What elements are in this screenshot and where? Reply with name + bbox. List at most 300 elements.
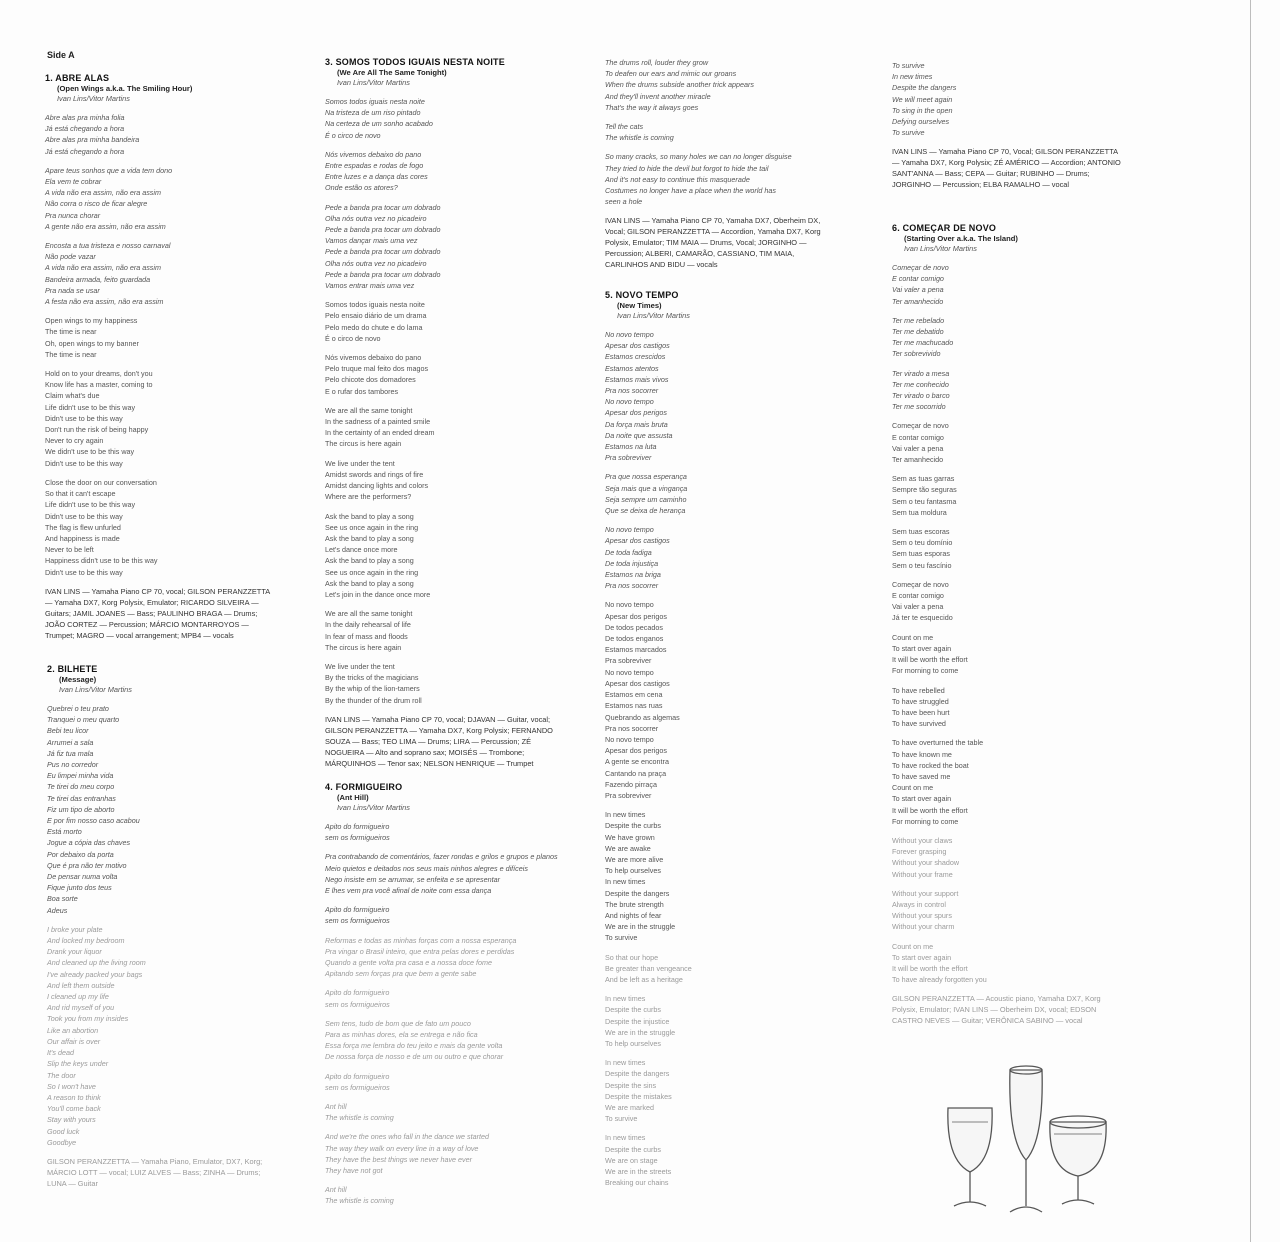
lyric-line: De pensar numa volta: [47, 872, 118, 882]
lyric-line: Fique junto dos teus: [47, 883, 112, 893]
lyric-line: Pra que nossa esperança: [605, 472, 687, 482]
lyric-line: We are in the struggle: [605, 922, 676, 932]
lyric-line: Despite the dangers: [605, 888, 670, 898]
lyric-line: Nós vivemos debaixo do pano: [325, 353, 422, 363]
stanza: [45, 165, 285, 232]
lyric-line: Eu limpei minha vida: [47, 771, 114, 781]
lyric-line: Começar de novo: [892, 421, 949, 431]
lyric-line: Pede a banda pra tocar um dobrado: [325, 202, 441, 212]
stanza: [892, 835, 1132, 880]
stanza: [892, 526, 1132, 571]
stanza: [605, 1132, 845, 1188]
lyric-line: Despite the curbs: [605, 821, 661, 831]
lyric-line: Slip the keys under: [47, 1059, 109, 1069]
lyric-line: Ter sobrevivido: [892, 349, 941, 359]
lyric-line: They have not got: [325, 1166, 383, 1176]
lyric-line: Where are the performers?: [325, 492, 412, 502]
lyric-line: Entre espadas e rodas de fogo: [325, 161, 424, 171]
lyric-line: We are on stage: [605, 1155, 658, 1165]
lyric-line: Que é pra não ter motivo: [47, 860, 127, 870]
lyric-line: Somos todos iguais nesta noite: [325, 300, 425, 310]
lyric-line: No novo tempo: [605, 734, 654, 744]
stanza: [47, 703, 287, 916]
lyric-line: Pelo medo do chute e do lama: [325, 322, 423, 332]
lyric-line: Without your charm: [892, 922, 955, 932]
lyric-line: Ter me debatido: [892, 327, 944, 337]
lyric-line: Hold on to your dreams, don't you: [45, 369, 153, 379]
stanza: [605, 524, 845, 591]
lyric-line: Fazendo pirraça: [605, 779, 657, 789]
song-subtitle: (Ant Hill): [337, 793, 369, 802]
lyric-line: Pelo chicote dos domadores: [325, 375, 416, 385]
lyric-line: Nego insiste em se arrumar, se enfeita e se apresentar: [325, 874, 500, 884]
lyric-line: Sem as tuas garras: [892, 474, 955, 484]
song-title: 1. ABRE ALAS: [45, 73, 110, 83]
lyric-line: Te tirei do meu corpo: [47, 782, 115, 792]
stanza: [605, 471, 845, 516]
lyric-line: Estamos nas ruas: [605, 701, 663, 711]
lyric-line: Para as minhas dores, ela se entrega e não fica: [325, 1030, 478, 1040]
lyric-line: The way they walk on every line in a way of love: [325, 1143, 479, 1153]
lyric-line: To help ourselves: [605, 1038, 661, 1048]
lyric-line: We live under the tent: [325, 458, 395, 468]
lyric-line: To have rebelled: [892, 685, 945, 695]
lyric-line: In fear of mass and floods: [325, 631, 408, 641]
lyric-line: A vida não era assim, não era assim: [45, 188, 161, 198]
lyric-line: Took you from my insides: [47, 1014, 129, 1024]
stanza: [325, 1184, 565, 1206]
lyric-line: Sem o teu fantasma: [892, 496, 957, 506]
lyric-line: E contar comigo: [892, 274, 944, 284]
lyric-line: We didn't use to be this way: [45, 447, 135, 457]
lyric-line: Ask the band to play a song: [325, 556, 414, 566]
lyric-line: Encosta a tua tristeza e nosso carnaval: [45, 241, 171, 251]
lyric-line: Olha nós outra vez no picadeiro: [325, 258, 427, 268]
stanza: [605, 993, 845, 1049]
stanza: [892, 420, 1132, 465]
lyric-line: That's the way it always goes: [605, 102, 699, 112]
lyric-line: To survive: [892, 128, 925, 138]
lyric-line: So that our hope: [605, 952, 659, 962]
lyric-line: Está morto: [47, 827, 82, 837]
stanza: [325, 904, 565, 926]
lyric-line: You'll come back: [47, 1104, 101, 1114]
lyric-line: Pus no corredor: [47, 760, 99, 770]
song-author: Ivan Lins/Vitor Martins: [57, 94, 130, 103]
lyric-line: Apesar dos perigos: [605, 611, 667, 621]
lyric-line: It's dead: [47, 1048, 74, 1058]
lyric-line: Estamos na briga: [605, 570, 661, 580]
lyric-line: In new times: [605, 994, 646, 1004]
lyric-line: Never to cry again: [45, 436, 104, 446]
song-credits: IVAN LINS — Yamaha Piano CP 70, vocal; GILSON PERANZZETTA — Yamaha DX7, Korg Polysix, Emulator; RICARDO SILVEIRA — Guitars; JAMIL JOANES — Bass; PAULINHO BRAGA — Drums; JOÃO CORTEZ — Percussion; MÁRCIO MONTARROYOS — Trumpet; MAGRO — vocal arrangement; MPB4 — vocals: [45, 586, 270, 640]
lyric-line: The circus is here again: [325, 642, 402, 652]
lyric-line: Ter me socorrido: [892, 402, 946, 412]
lyric-line: Pede a banda pra tocar um dobrado: [325, 269, 441, 279]
lyric-line: Life didn't use to be this way: [45, 402, 136, 412]
lyric-line: Like an abortion: [47, 1025, 99, 1035]
lyric-line: To have overturned the table: [892, 738, 984, 748]
lyric-line: sem os formigueiros: [325, 833, 390, 843]
lyric-line: To sing in the open: [892, 105, 953, 115]
lyric-line: Bandeira armada, feito guardada: [45, 274, 151, 284]
stanza: [325, 202, 565, 292]
lyric-line: Abre alas pra minha folia: [45, 113, 125, 122]
song-credits: GILSON PERANZZETTA — Yamaha Piano, Emulator, DX7, Korg; MÁRCIO LOTT — vocal; LUIZ ALVES — Bass; ZINHA — Drums; LUNA — Guitar: [47, 1156, 263, 1188]
lyric-line: To survive: [892, 61, 925, 70]
song-author: Ivan Lins/Vitor Martins: [59, 685, 132, 694]
lyric-line: Drank your liquor: [47, 947, 102, 957]
lyric-line: Já fiz tua mala: [47, 748, 94, 758]
lyric-line: Pra nada se usar: [45, 285, 100, 295]
lyric-line: Oh, open wings to my banner: [45, 338, 139, 348]
lyric-line: Happiness didn't use to be this way: [45, 556, 158, 566]
lyric-line: Estamos crescidos: [605, 352, 666, 362]
lyric-line: Sem tuas esporas: [892, 549, 950, 559]
stanza: [892, 473, 1132, 518]
lyric-line: It will be worth the effort: [892, 805, 968, 815]
lyric-line: Quando a gente volta pra casa e a nossa doce fome: [325, 958, 493, 968]
lyric-line: Sempre tão seguras: [892, 485, 957, 495]
lyric-line: Na certeza de um sonho acabado: [325, 119, 433, 129]
lyric-line: Open wings to my happiness: [45, 316, 138, 326]
lyric-line: E por fim nosso caso acabou: [47, 816, 140, 826]
stanza: [325, 511, 565, 601]
lyric-line: De todos pecados: [605, 622, 663, 632]
lyric-line: Apare teus sonhos que a vida tem dono: [45, 165, 173, 175]
lyric-line: E contar comigo: [892, 591, 944, 601]
lyric-line: Seja sempre um caminho: [605, 494, 687, 504]
lyric-line: I've already packed your bags: [47, 969, 143, 979]
lyric-line: Without your shadow: [892, 858, 960, 868]
lyric-line: Don't run the risk of being happy: [45, 425, 149, 435]
lyric-line: Apesar dos castigos: [605, 341, 670, 351]
stanza: [325, 987, 565, 1009]
lyric-line: For morning to come: [892, 816, 959, 826]
lyric-line: Apito do formigueiro: [325, 905, 390, 915]
lyric-line: A gente se encontra: [605, 757, 669, 767]
sheet-edge: [1250, 0, 1251, 1242]
lyric-line: The brute strength: [605, 899, 664, 909]
lyric-line: Always in control: [892, 899, 946, 909]
stanza: [325, 96, 565, 141]
stanza: [45, 112, 285, 157]
lyric-line: Por debaixo da porta: [47, 849, 114, 859]
lyric-line: Pede a banda pra tocar um dobrado: [325, 247, 441, 257]
lyric-line: Ter virado o barco: [892, 391, 950, 401]
lyric-line: To help ourselves: [605, 866, 661, 876]
lyric-line: Stay with yours: [47, 1115, 96, 1125]
song-title: 4. FORMIGUEIRO: [325, 782, 403, 792]
song-bilhete: [47, 664, 287, 1199]
stanza: [325, 1101, 565, 1123]
lyric-line: To survive: [605, 1114, 638, 1124]
lyric-line: Amidst dancing lights and colors: [325, 481, 429, 491]
lyric-line: Sem tuas escoras: [892, 527, 950, 537]
lyric-line: In the daily rehearsal of life: [325, 620, 411, 630]
lyric-line: And rid myself of you: [47, 1003, 115, 1013]
lyric-line: É o circo de novo: [325, 333, 381, 343]
lyric-line: And locked my bedroom: [47, 936, 125, 946]
lyric-line: Já está chegando a hora: [45, 124, 125, 134]
lyric-line: Fiz um tipo de aborto: [47, 804, 115, 814]
song-novo-tempo-continued: [892, 60, 1132, 200]
lyric-line: Know life has a master, coming to: [45, 380, 153, 390]
lyric-line: E o rufar dos tambores: [325, 386, 399, 396]
song-credits: IVAN LINS — Yamaha Piano CP 70, Yamaha DX7, Oberheim DX, Vocal; GILSON PERANZZETTA — Accordion, Yamaha DX7, Korg Polysix, Emulator; TIM MAIA — Drums, Vocal; JORGINHO — Percussion; ALBERI, CAMARÃO, CASSIANO, TIM MAIA, CARLINHOS AND BIDU — vocals: [605, 216, 821, 270]
lyric-line: Without your support: [892, 888, 959, 898]
lyric-line: Pra sobreviver: [605, 453, 652, 463]
lyric-line: Despite the dangers: [605, 1069, 670, 1079]
lyric-line: We are all the same tonight: [325, 405, 413, 415]
lyric-line: We are all the same tonight: [325, 609, 413, 619]
lyric-line: Ask the band to play a song: [325, 533, 414, 543]
lyric-line: Close the door on our conversation: [45, 477, 157, 487]
lyric-line: Pra contrabando de comentários, fazer rondas e grilos e grupos e planos: [325, 852, 558, 862]
lyric-line: In new times: [605, 877, 646, 887]
lyric-line: Let's dance once more: [325, 545, 398, 555]
stanza: [325, 1018, 565, 1063]
stanza: [325, 821, 565, 843]
lyric-line: Que se deixa de herança: [605, 506, 686, 516]
song-subtitle: (Starting Over a.k.a. The Island): [904, 234, 1018, 243]
stanza: [892, 888, 1132, 933]
stanza: [892, 315, 1132, 360]
stanza: [325, 299, 565, 344]
lyric-line: So many cracks, so many holes we can no longer disguise: [605, 152, 792, 162]
lyric-line: Ask the band to play a song: [325, 578, 414, 588]
lyric-line: Costumes no longer have a place when the world has: [605, 186, 777, 196]
lyric-line: To have survived: [892, 719, 946, 729]
lyric-line: Goodbye: [47, 1137, 77, 1147]
lyric-line: Sem tua moldura: [892, 507, 947, 517]
lyric-line: No novo tempo: [605, 330, 654, 339]
song-title: 5. NOVO TEMPO: [605, 290, 679, 300]
lyric-line: The whistle is coming: [325, 1196, 394, 1206]
song-formigueiro-continued: [605, 57, 845, 280]
lyric-line: Without your claws: [892, 835, 953, 845]
lyric-line: To have saved me: [892, 771, 951, 781]
lyric-line: Didn't use to be this way: [45, 567, 123, 577]
lyric-line: To have struggled: [892, 696, 949, 706]
lyric-line: Entre luzes e a dança das cores: [325, 172, 428, 182]
lyric-line: sem os formigueiros: [325, 916, 390, 926]
lyric-line: The circus is here again: [325, 439, 402, 449]
lyric-line: To have been hurt: [892, 707, 950, 717]
lyric-line: E contar comigo: [892, 432, 944, 442]
lyric-line: Arrumei a sala: [47, 737, 94, 747]
side-label: Side A: [47, 50, 75, 60]
lyric-line: Pelo ensaio diário de um drama: [325, 311, 427, 321]
song-author: Ivan Lins/Vitor Martins: [904, 244, 977, 253]
song-novo-tempo: [605, 290, 845, 1196]
lyric-line: Without your spurs: [892, 911, 952, 921]
lyric-line: Despite the injustice: [605, 1016, 670, 1026]
lyric-line: Essa força me lembra do teu jeito e mais da gente volta: [325, 1041, 503, 1051]
lyric-line: Quebrando as algemas: [605, 712, 680, 722]
lyric-line: Our affair is over: [47, 1036, 101, 1046]
lyric-line: Da noite que assusta: [605, 430, 673, 440]
lyric-line: A reason to think: [47, 1092, 101, 1102]
lyric-line: Despite the curbs: [605, 1005, 661, 1015]
song-subtitle: (We Are All The Same Tonight): [337, 68, 447, 77]
song-formigueiro: [325, 782, 565, 1215]
song-credits: IVAN LINS — Yamaha Piano CP 70, Vocal; GILSON PERANZZETTA — Yamaha DX7, Korg Polysix; ZÉ AMÉRICO — Accordion; ANTONIO SANT'ANNA — Bass; CEPA — Guitar; RUBINHO — Drums; JORGINHO — Percussion; ELBA RAMALHO — vocal: [892, 147, 1121, 190]
lyric-line: We are more alive: [605, 854, 664, 864]
song-author: Ivan Lins/Vitor Martins: [617, 311, 690, 320]
lyric-line: No novo tempo: [605, 525, 654, 535]
lyric-line: Pede a banda pra tocar um dobrado: [325, 225, 441, 235]
lyric-line: É o circo de novo: [325, 130, 381, 140]
stanza: [325, 352, 565, 397]
lyric-line: In new times: [605, 1058, 646, 1068]
lyric-line: Sem o teu fascínio: [892, 560, 952, 570]
lyric-line: De nossa força de nosso e de um ou outro e que chorar: [325, 1052, 504, 1062]
stanza: [45, 368, 285, 469]
lyric-line: We are in the streets: [605, 1167, 672, 1177]
song-title: 6. COMEÇAR DE NOVO: [892, 223, 997, 233]
lyric-line: Onde estão os atores?: [325, 183, 398, 193]
lyric-line: Ter amanhecido: [892, 296, 944, 306]
lyric-line: The time is near: [45, 327, 97, 337]
lyric-line: In the sadness of a painted smile: [325, 417, 431, 427]
lyric-line: Count on me: [892, 783, 934, 793]
lyric-line: See us once again in the ring: [325, 522, 419, 532]
lyric-line: Be greater than vengeance: [605, 963, 692, 973]
lyric-line: Vai valer a pena: [892, 285, 944, 295]
stanza: [892, 579, 1132, 624]
lyric-line: Pra sobreviver: [605, 790, 652, 800]
lyric-line: They tried to hide the devil but forgot to hide the tail: [605, 163, 769, 173]
lyric-line: Vamos entrar mais uma vez: [325, 281, 415, 291]
lyric-line: Vai valer a pena: [892, 443, 944, 453]
stanza: [892, 60, 1132, 138]
lyric-line: In new times: [892, 72, 933, 82]
lyric-line: Sem o teu domínio: [892, 538, 953, 548]
lyric-line: Apito do formigueiro: [325, 1071, 390, 1081]
stanza: [605, 329, 845, 463]
lyric-line: And it's not easy to continue this masquerade: [605, 174, 750, 184]
stanza: [325, 661, 565, 706]
lyric-line: Pra vingar o Brasil inteiro, que entra pelas dores e perdidas: [325, 946, 515, 956]
song-author: Ivan Lins/Vitor Martins: [337, 803, 410, 812]
lyric-line: By the whip of the lion-tamers: [325, 684, 420, 694]
lyric-line: Apito do formigueiro: [325, 822, 390, 831]
lyric-line: To deafen our ears and mimic our groans: [605, 69, 737, 79]
stanza: [325, 405, 565, 450]
lyric-line: Ter virado a mesa: [892, 368, 950, 378]
lyric-line: Estamos marcados: [605, 645, 667, 655]
lyric-line: It will be worth the effort: [892, 963, 968, 973]
stanza: [325, 1131, 565, 1176]
lyric-line: Despite the dangers: [892, 83, 957, 93]
lyric-line: By the thunder of the drum roll: [325, 695, 422, 705]
stanza: [605, 57, 845, 113]
lyric-line: In new times: [605, 810, 646, 820]
lyric-line: De toda injustiça: [605, 558, 659, 568]
lyric-line: Quebrei o teu prato: [47, 704, 109, 713]
lyric-line: It will be worth the effort: [892, 655, 968, 665]
song-author: Ivan Lins/Vitor Martins: [337, 78, 410, 87]
lyric-line: Começar de novo: [892, 579, 949, 589]
song-subtitle: (Open Wings a.k.a. The Smiling Hour): [57, 84, 193, 93]
stanza: [892, 632, 1132, 677]
lyric-line: Não pode vazar: [45, 252, 96, 262]
song-comecar-de-novo: [892, 223, 1132, 1036]
lyric-line: No novo tempo: [605, 600, 654, 610]
lyric-line: Count on me: [892, 941, 934, 951]
lyric-line: Apito do formigueiro: [325, 988, 390, 998]
lyric-line: And left them outside: [47, 980, 115, 990]
lyric-line: Seja mais que a vingança: [605, 483, 688, 493]
lyric-line: sem os formigueiros: [325, 1082, 390, 1092]
lyric-line: Ela vem te cobrar: [45, 177, 102, 187]
lyric-line: Despite the sins: [605, 1080, 657, 1090]
song-abre-alas: [45, 73, 285, 651]
lyric-line: To have known me: [892, 749, 952, 759]
lyric-line: Sem tens, tudo de bom que de fato um pouco: [325, 1018, 471, 1028]
lyric-line: Never to be left: [45, 545, 94, 555]
lyric-line: Didn't use to be this way: [45, 511, 123, 521]
lyric-line: To start over again: [892, 643, 952, 653]
lyric-line: Pra nunca chorar: [45, 210, 101, 220]
lyric-line: Já está chegando a hora: [45, 146, 125, 156]
stanza: [45, 477, 285, 578]
lyric-line: Já ter te esquecido: [892, 613, 953, 623]
lyric-line: Despite the mistakes: [605, 1091, 672, 1101]
lyric-line: So that it can't escape: [45, 489, 116, 499]
lyric-line: Ant hill: [325, 1185, 347, 1195]
lyric-line: Breaking our chains: [605, 1178, 669, 1188]
lyric-line: Estamos em cena: [605, 690, 663, 700]
lyric-line: No novo tempo: [605, 397, 654, 407]
lyric-line: E lhes vem pra você afinal de noite com essa dança: [325, 886, 492, 896]
stanza: [605, 809, 845, 943]
stanza: [325, 1071, 565, 1093]
lyric-line: The whistle is coming: [325, 1113, 394, 1123]
lyric-line: Good luck: [47, 1126, 80, 1136]
lyric-line: Reformas e todas as minhas forças com a nossa esperança: [325, 935, 517, 945]
song-subtitle: (New Times): [617, 301, 662, 310]
stanza: [605, 1057, 845, 1124]
lyric-line: In the certainty of an ended dream: [325, 428, 435, 438]
lyric-line: Estamos mais vivos: [605, 374, 669, 384]
lyric-line: Olha nós outra vez no picadeiro: [325, 213, 427, 223]
lyric-line: Pra nos socorrer: [605, 386, 659, 396]
lyric-line: Claim what's due: [45, 391, 100, 401]
lyric-line: Adeus: [47, 905, 68, 915]
lyric-line: Count on me: [892, 632, 934, 642]
lyric-line: I cleaned up my life: [47, 992, 109, 1002]
lyric-line: Ter me conhecido: [892, 379, 949, 389]
lyric-line: Amidst swords and rings of fire: [325, 469, 424, 479]
lyric-line: Didn't use to be this way: [45, 458, 123, 468]
lyric-line: Apitando sem forças pra que bem a gente sabe: [325, 969, 477, 979]
lyric-line: Apesar dos castigos: [605, 536, 670, 546]
stanza: [892, 941, 1132, 986]
lyric-line: Apesar dos castigos: [605, 678, 670, 688]
lyric-line: Without your frame: [892, 869, 953, 879]
stanza: [605, 952, 845, 986]
lyric-line: Te tirei das entranhas: [47, 793, 116, 803]
lyric-line: Na tristeza de um riso pintado: [325, 108, 421, 118]
lyric-line: Pelo truque mal feito dos magos: [325, 364, 429, 374]
lyric-line: Pra sobreviver: [605, 656, 652, 666]
lyric-line: The whistle is coming: [605, 133, 674, 143]
lyric-line: Ter amanhecido: [892, 455, 944, 465]
stanza: [325, 851, 565, 896]
lyric-line: Estamos atentos: [605, 363, 659, 373]
